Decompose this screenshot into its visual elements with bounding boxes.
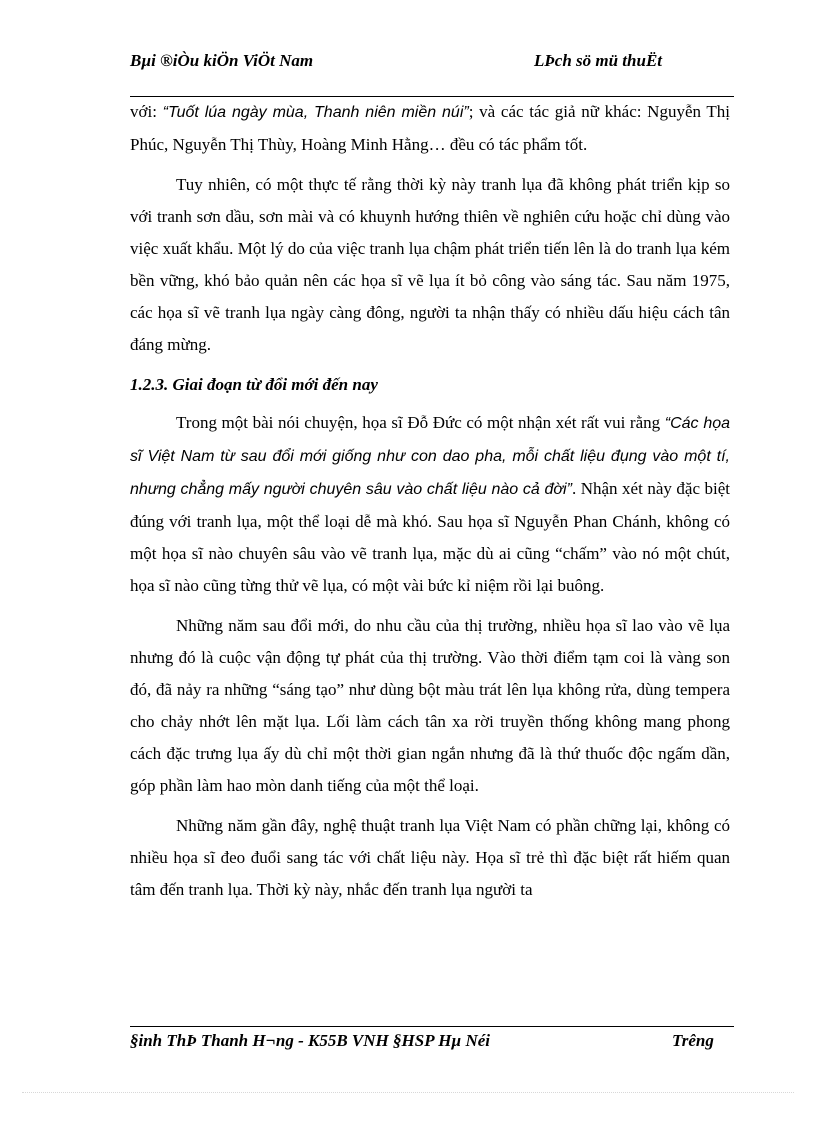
paragraph-2: Tuy nhiên, có một thực tế rằng thời kỳ này tranh lụa đã không phát triển kịp so với tranh sơn dầu, sơn mài và có khuynh hướng thiên về nghiên cứu hoặc chỉ dùng vào việc xuất khẩu. Một lý do của việc tranh lụa chậm phát triển tiến lên là do tranh lụa kém bền vững, khó bảo quản nên các họa sĩ vẽ lụa ít bỏ công vào sáng tác. Sau năm 1975, các họa sĩ vẽ tranh lụa ngày càng đông, người ta nhận thấy có nhiều dấu hiệu cách tân đáng mừng. xyxy=(130,175,730,354)
page-content xyxy=(130,96,730,914)
paragraph-5: Những năm gần đây, nghệ thuật tranh lụa Việt Nam có phần chững lại, không có nhiều họa sĩ đeo đuổi sang tác với chất liệu này. Họa sĩ trẻ thì đặc biệt rất hiếm quan tâm đến tranh lụa. Thời kỳ này, nhắc đến tranh lụa người ta xyxy=(130,816,730,899)
paragraph-1 xyxy=(130,96,730,161)
paragraph-3-start: Trong một bài nói chuyện, họa sĩ Đỗ Đức có một nhận xét rất vui rằng xyxy=(176,413,665,432)
page-bottom-dotted-line xyxy=(22,1092,794,1093)
paragraph-3-quote: “Các họa sĩ Việt Nam từ sau đổi mới giống như con dao pha, mỗi chất liệu đụng vào một tí, nhưng chẳng mấy người chuyên sâu vào chất liệu nào cả đời” xyxy=(130,415,731,498)
paragraph-3 xyxy=(130,407,730,602)
paragraph-3-end: . Nhận xét này đặc biệt đúng với tranh lụa, một thể loại dễ mà khó. Sau họa sĩ Nguyễn Phan Chánh, không có một họa sĩ nào chuyên sâu vào vẽ tranh lụa, mặc dù ai cũng “chấm” vào nó một chút, họa sĩ nào cũng từng thử vẽ lụa, có một vài bức kỉ niệm rồi lại buông. xyxy=(130,479,731,595)
paragraph-1-start: với: xyxy=(130,102,163,121)
header-right-text: LÞch sö mü thuËt xyxy=(534,51,663,70)
paragraph-4: Những năm sau đổi mới, do nhu cầu của thị trường, nhiều họa sĩ lao vào vẽ lụa nhưng đó là cuộc vận động tự phát của thị trường. Vào thời điểm tạm coi là vàng son đó, đã nảy ra những “sáng tạo” như dùng bột màu trát lên lụa không rửa, dùng tempera cho chảy nhớt lên mặt lụa. Lối làm cách tân xa rời truyền thống không mang phong cách đặc trưng lụa ấy dù chỉ một thời gian ngắn nhưng đã là thứ thuốc độc ngấm dần, góp phần làm hao mòn danh tiếng của một thể loại. xyxy=(130,616,730,795)
section-heading: 1.2.3. Giai đoạn từ đổi mới đến nay xyxy=(130,375,378,394)
paragraph-1-end: ; và các tác giả nữ khác: Nguyễn Thị Phúc, Nguyễn Thị Thùy, Hoàng Minh Hằng… đều có tác phẩm tốt. xyxy=(130,102,731,154)
paragraph-1-quote: “Tuốt lúa ngày mùa, Thanh niên miền núi” xyxy=(162,104,469,121)
header-left-text: Bµi ®iÒu kiÖn ViÖt Nam xyxy=(130,51,314,70)
footer-rule xyxy=(130,1026,734,1027)
footer-right-text: Trêng xyxy=(672,1031,714,1050)
footer-left-text: §inh ThÞ Thanh H¬ng - K55B VNH §HSP Hµ Néi xyxy=(130,1031,491,1050)
